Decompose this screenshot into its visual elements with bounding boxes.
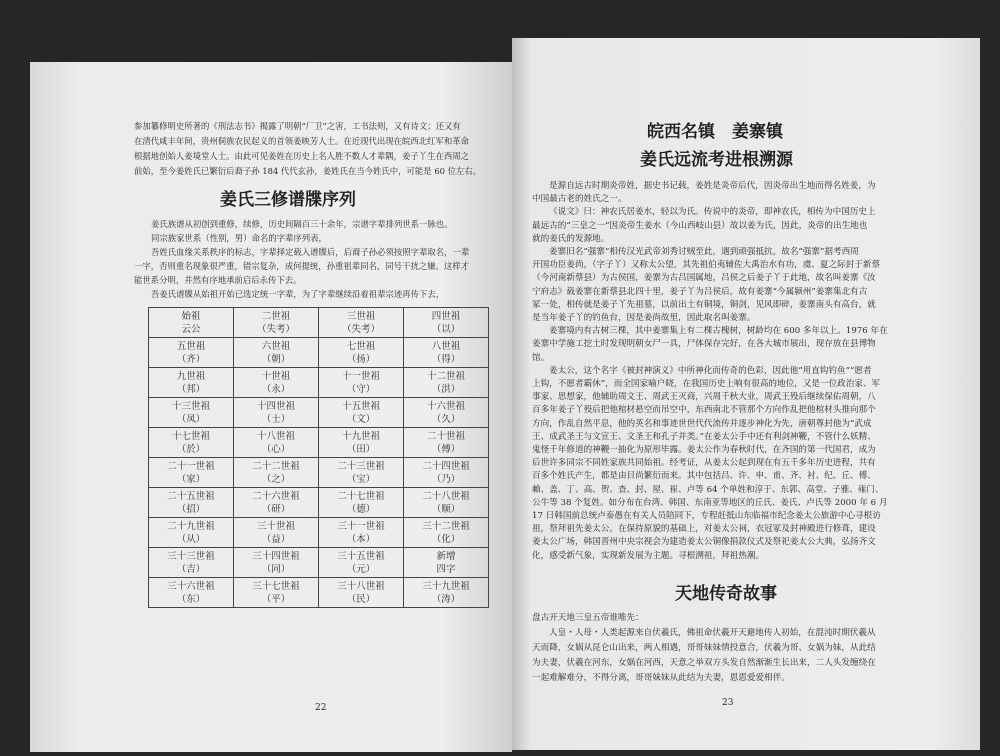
generation-label: 二十八世祖 <box>422 490 470 502</box>
table-cell <box>319 398 404 428</box>
generation-character: （招） <box>176 503 206 515</box>
generation-character: （涛） <box>431 593 461 605</box>
section-title-origin: 姜氏远流考进根溯源 <box>640 150 793 170</box>
generation-character: （朝） <box>261 353 291 365</box>
generation-label: 二十四世祖 <box>422 460 470 472</box>
generation-character: （齐） <box>176 353 206 365</box>
text-line: 中国最古老的姓氏之一。 <box>532 194 627 205</box>
generation-label: 十九世祖 <box>341 430 380 442</box>
text-line: 宁府志》载姜寨在新蔡县北四十里，姜子丫为吕侯后，故有姜寨“今属颍州”姜寨集北有古 <box>532 286 868 297</box>
table-cell <box>319 548 404 578</box>
generation-character: （邦） <box>176 383 206 395</box>
table-row <box>149 308 489 338</box>
generation-label: 三十六世祖 <box>167 580 215 592</box>
generation-character: （田） <box>346 443 376 455</box>
generation-character: （元） <box>346 563 376 575</box>
generation-label: 三十四世祖 <box>252 550 300 562</box>
text-line: 賴、盖、丁、高、贺、查、封、屋、崔、卢等 64 个单姓和淳于、东郭、高堂、子雅、雍门、 <box>532 484 884 495</box>
text-line: 姜寨旧名“强寨”相传汉光武帝刘秀讨贼至此，遇到顽强抵抗，故名“强寨”据考西周 <box>549 247 859 257</box>
generation-character: （扬） <box>346 353 376 365</box>
table-row <box>149 518 489 548</box>
generation-name-table <box>148 307 489 608</box>
text-line: 百多个姓氏产生，都是由目尚繁衍而来。其中包括吕、许、申、甫、齐、衬、纪、丘、傅、 <box>532 471 876 482</box>
table-cell <box>319 578 404 608</box>
generation-character: （同） <box>261 563 291 575</box>
text-line: 上钩，不愿者霸休”，而全国家喻户晓，在我国历史上响有很高的地位，又是一位政治家、军 <box>532 379 881 389</box>
text-line: 根据地创始人姜境堂人士。由此可见姜姓在历史上名人胜不数人才辈隅，姜子丫生在西周之 <box>134 151 469 161</box>
text-line: 公牛等 38 个复姓。如分布在台湾、韩国、东南亚等地区的丘氏、姜氏、卢氏等 2000 年 6 月 <box>532 497 888 508</box>
table-cell <box>319 368 404 398</box>
generation-character: （失考） <box>256 323 295 335</box>
text-line: 百多年姜子丫殁后把他棺材悬空而吊空中，东西南北不管那个方向作乱把他棺材头推向那个 <box>532 405 876 416</box>
generation-label: 十世祖 <box>261 370 291 382</box>
text-line: 一字，否则重名现象很严重，错宗复杂，成何提统，孙重祖辈同名，同号干扰之嫌。这样才 <box>134 261 469 271</box>
generation-label: 三十二世祖 <box>422 520 470 532</box>
generation-character: （吉） <box>176 563 206 575</box>
table-cell <box>234 308 319 338</box>
generation-character: （益） <box>261 533 291 545</box>
table-cell <box>149 338 234 368</box>
text-line: 是当年姜子丫的钓鱼台，因是姜尚故里，因此取名叫姜寨。 <box>532 313 756 323</box>
table-cell <box>404 398 489 428</box>
left-page <box>30 62 512 752</box>
text-line: 盘古开天地三皇五帝谁唯先： <box>532 613 644 623</box>
generation-label: 三十八世祖 <box>337 580 385 592</box>
generation-character: （东） <box>176 593 206 605</box>
table-cell <box>404 518 489 548</box>
generation-label: 四世祖 <box>431 310 461 322</box>
text-line: 姜太公，这个名字《被封神演义》中所神化而传奇的色彩，因此他“用直钩钓鱼”“愿者 <box>549 365 872 376</box>
generation-label: 三十三世祖 <box>167 550 215 562</box>
text-line: 馆。 <box>532 352 550 363</box>
text-line: 姜寨中学施工挖土时发现明朝女尸一具，尸体保存完好，在各大城市展出，现存放在县博物 <box>532 339 876 350</box>
table-row <box>149 398 489 428</box>
generation-label: 九世祖 <box>176 370 206 382</box>
page-number: 23 <box>722 698 734 708</box>
generation-label: 十一世祖 <box>341 370 380 382</box>
text-line: 在清代咸丰年间，贵州侗族农民起义的首领姜映芳人士。在近现代出现在皖西北红军和革命 <box>134 136 469 146</box>
generation-label: 二十七世祖 <box>337 490 385 502</box>
text-line: 事家、思想家，他辅助周文王、周武王灭商，兴周千秋大业，周武王殁后继续保佑周朝，八 <box>532 392 876 403</box>
generation-label: 七世祖 <box>346 340 376 352</box>
generation-label: 二十六世祖 <box>252 490 300 502</box>
table-row <box>149 488 489 518</box>
text-line: 祖，祭拜祖先姜太公。在保持原貌的基础上，对姜太公祠，衣冠冢及封神殿进行修葺，建设 <box>532 524 876 535</box>
generation-label: 新增 <box>436 550 456 562</box>
right-page <box>512 38 980 750</box>
section-title-legend: 天地传奇故事 <box>675 584 777 604</box>
text-line: 后世许多同宗不同姓家族共同始祖。经考证，从姜太公起到现在有五千多年历史进程，共有 <box>532 458 876 469</box>
table-cell <box>149 488 234 518</box>
table-cell <box>234 518 319 548</box>
text-line: 开国功臣姜尚，（字子丫）又称太公望，其先祖伯夷辅佐大禹治水有功，虞、夏之际封于新蔡 <box>532 260 881 271</box>
table-cell <box>149 368 234 398</box>
table-cell <box>319 518 404 548</box>
generation-label: 十八世祖 <box>256 430 295 442</box>
generation-character: （乃） <box>431 473 461 485</box>
table-cell <box>319 488 404 518</box>
generation-character: （心） <box>261 443 291 455</box>
table-row <box>149 578 489 608</box>
generation-label: 二十世祖 <box>426 430 465 442</box>
table-cell <box>149 518 234 548</box>
generation-label: 十四世祖 <box>256 400 295 412</box>
generation-character: （研） <box>261 503 291 515</box>
generation-character: （凤） <box>176 413 206 425</box>
text-line: 就的姜氏的发源地。 <box>532 233 610 244</box>
generation-label: 十三世祖 <box>171 400 210 412</box>
generation-character: （从） <box>176 533 206 545</box>
table-cell <box>149 548 234 578</box>
generation-character: （家） <box>176 473 206 485</box>
generation-label: 三世祖 <box>346 310 376 322</box>
table-cell <box>319 338 404 368</box>
generation-character: （傅） <box>431 443 461 455</box>
generation-character: （失考） <box>341 323 380 335</box>
generation-character: （士） <box>261 413 291 425</box>
text-line: 王、成武圣王与文宣王、文圣王和孔子并类。”在姜太公手中还有利剑神鞭，不管什么妖精、 <box>532 431 876 442</box>
text-line: 天而降，女娲从昆仑山出来，两人相遇，哥哥妹妹情投意合，伏羲为哥、女娲为妹，从此结 <box>532 643 876 653</box>
generation-label: 三十一世祖 <box>337 520 385 532</box>
table-row <box>149 458 489 488</box>
generation-label: 六世祖 <box>261 340 291 352</box>
table-cell <box>234 548 319 578</box>
generation-label: 二十三世祖 <box>337 460 385 472</box>
generation-label: 二世祖 <box>261 310 291 322</box>
table-cell <box>234 578 319 608</box>
generation-character: （民） <box>346 593 376 605</box>
text-line: 人皇・人母・人类起源来自伏羲氏，佛祖命伏羲开天避地传人初始，在混沌时期伏羲从 <box>549 628 876 638</box>
generation-label: 三十九世祖 <box>422 580 470 592</box>
table-cell <box>234 368 319 398</box>
table-cell <box>319 308 404 338</box>
generation-label: 十二世祖 <box>426 370 465 382</box>
generation-label: 二十一世祖 <box>167 460 215 472</box>
page-number: 22 <box>315 703 327 713</box>
table-cell <box>404 458 489 488</box>
table-cell <box>149 458 234 488</box>
generation-character: （久） <box>431 413 461 425</box>
generation-label: 二十五世祖 <box>167 490 215 502</box>
generation-label: 始祖 <box>181 310 201 322</box>
generation-character: （於） <box>176 443 206 455</box>
text-line: 为夫妻，伏羲在河东，女娲在河西，天意之举双方头发自然渐渐生长出来，二人头发缠绕在 <box>532 658 876 668</box>
table-cell <box>404 428 489 458</box>
text-line: 姜寨境内有古树三棵，其中姜寨集上有二棵古槐树，树龄均在 600 多年以上。1976 年在 <box>549 326 888 337</box>
text-line: 姜氏族谱从初创到重修，续修，历史间隔百三十余年，宗谱字辈排列世系一脉也。 <box>151 219 453 229</box>
table-cell <box>149 428 234 458</box>
generation-character: （平） <box>261 593 291 605</box>
table-cell <box>234 338 319 368</box>
generation-label: 五世祖 <box>176 340 206 352</box>
generation-label: 二十二世祖 <box>252 460 300 472</box>
text-line: 是源自远古时期炎帝姓，据史书记载，姜姓是炎帝后代，因炎帝出生地而得名姓姜，为 <box>549 181 876 191</box>
table-row <box>149 428 489 458</box>
table-cell <box>404 368 489 398</box>
generation-label: 二十九世祖 <box>167 520 215 532</box>
generation-label: 三十七世祖 <box>252 580 300 592</box>
generation-character: （得） <box>431 353 461 365</box>
text-line: 参加纂修明史所著的《刑法志书》揭露了明朝“厂卫”之害，工书法则，又有诗文；还又有 <box>134 121 461 131</box>
table-cell <box>149 398 234 428</box>
generation-character: （本） <box>346 533 376 545</box>
text-line: 姜太公广场，韩国晋州中央宗视会为建造姜太公铜像捐款仪式及祭祀姜太公大典，弘扬齐文 <box>532 537 876 548</box>
table-cell <box>404 578 489 608</box>
table-row <box>149 368 489 398</box>
table-row <box>149 338 489 368</box>
table-cell <box>404 548 489 578</box>
generation-character: 四字 <box>436 563 456 575</box>
generation-label: 十六世祖 <box>426 400 465 412</box>
text-line: 《说文》曰：神农氏居姜水，轻以为氏。传说中的炎帝，即神农氏，相传为中国历史上 <box>549 207 876 218</box>
table-cell <box>149 308 234 338</box>
generation-label: 三十五世祖 <box>337 550 385 562</box>
generation-character: （顺） <box>431 503 461 515</box>
text-line: （今河南新蔡县）为古侯国，姜寨为古吕国属地，吕侯之后姜子丫于此地，故名叫姜寨《汝 <box>532 273 876 284</box>
table-cell <box>234 428 319 458</box>
section-title-town: 皖西名镇 姜寨镇 <box>647 122 783 142</box>
text-line: 鬼怪千年修道的神鞭一抽化为原形毕露。姜太公作为春秋时代，在齐国的第一代国君，成为 <box>532 445 876 455</box>
generation-character: （以） <box>431 323 461 335</box>
generation-character: 云公 <box>181 323 201 335</box>
generation-character: （永） <box>261 383 291 395</box>
table-cell <box>234 458 319 488</box>
table-row <box>149 548 489 578</box>
generation-character: （文） <box>346 413 376 425</box>
text-line: 17 日韩国前总统卢泰愚在有关人员陪同下，专程赶抵山东临福市纪念姜太公旅游中心寻根访 <box>532 511 881 521</box>
generation-character: （守） <box>346 383 376 395</box>
text-line: 同宗族家世系（性别，男）命名的字辈序列表， <box>151 233 327 243</box>
text-line: 能世系分明，井然有序地承前启后永传下去。 <box>134 275 302 285</box>
generation-label: 十五世祖 <box>341 400 380 412</box>
generation-label: 三十世祖 <box>256 520 295 532</box>
text-line: 前始，至今姜姓氏已繁衍后裔子孙 184 代代玄孙，姜姓氏在当今姓氏中，可能是 60 位左右。 <box>134 166 482 176</box>
table-cell <box>404 488 489 518</box>
table-cell <box>319 458 404 488</box>
table-cell <box>149 578 234 608</box>
generation-character: （德） <box>346 503 376 515</box>
table-cell <box>404 338 489 368</box>
section-title-genealogy: 姜氏三修谱牒序列 <box>220 190 356 210</box>
text-line: 方向，作乱自然平息，他的英名和事迹世世代代流传并逐步神化为先，唐朝尊封他为“武成 <box>532 418 872 429</box>
text-line: 冢一处，相传就是姜子丫先祖墓，以前出土有铜境，铜剑，见风即碎，姜寨南头有高台，就 <box>532 299 876 310</box>
text-line: 最远古的“三皇之一”因炎帝生姜水（今山西岐山县）故以姜为氏，因此，炎帝的出生地也 <box>532 220 868 231</box>
generation-character: （之） <box>261 473 291 485</box>
table-cell <box>234 488 319 518</box>
table-cell <box>319 428 404 458</box>
text-line: 化，感受新气象，实现新发展为主题。寻根溯祖，拜祖热潮。 <box>532 550 765 561</box>
table-cell <box>404 308 489 338</box>
text-line: 吾姓氏血缘关系秩序的标志，字辈择定载入谱牒后，后裔子孙必须按照字辈取名，一辈 <box>151 247 470 257</box>
generation-character: （化） <box>431 533 461 545</box>
generation-character: （洪） <box>431 383 461 395</box>
text-line: 一起难解难分，不得分离，哥哥妹妹从此结为夫妻，恩恩爱爱相伴。 <box>532 673 790 683</box>
generation-label: 八世祖 <box>431 340 461 352</box>
text-line: 吾姜氏谱牒从始祖开始已选定统一字辈，为了字辈继续沿着祖辈宗迹再传下去， <box>151 289 445 299</box>
table-cell <box>234 398 319 428</box>
generation-character: （宝） <box>346 473 376 485</box>
generation-label: 十七世祖 <box>171 430 210 442</box>
